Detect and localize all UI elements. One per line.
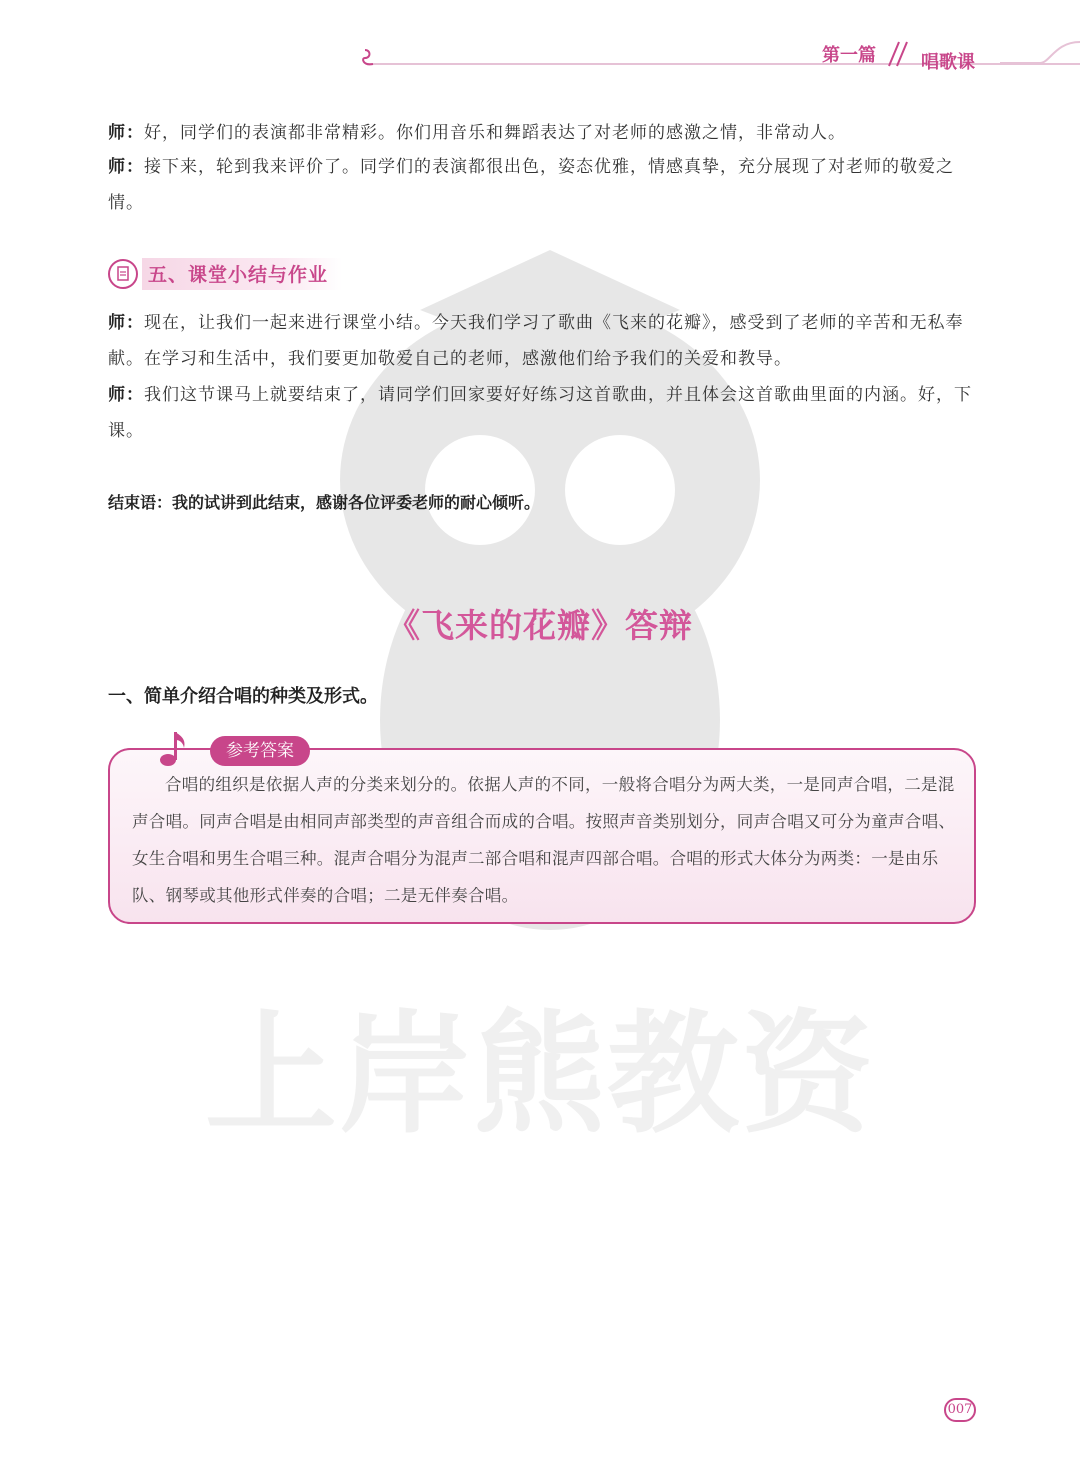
dialogue-text: 现在，让我们一起来进行课堂小结。今天我们学习了歌曲《飞来的花瓣》，感受到了老师的辛苦和无私奉献。在学习和生活中，我们要更加敬爱自己的老师，感激他们给予我们的关爱和教导。	[108, 313, 964, 369]
header-corner-curve	[1000, 38, 1080, 68]
dialogue-text: 接下来，轮到我来评价了。同学们的表演都很出色，姿态优雅，情感真挚，充分展现了对老师的敬爱之情。	[108, 157, 954, 213]
defense-question: 一、简单介绍合唱的种类及形式。	[108, 686, 378, 707]
dialogue-text: 我们这节课马上就要结束了，请同学们回家要好好练习这首歌曲，并且体会这首歌曲里面的内涵。好，下课。	[108, 385, 972, 441]
dialogue-paragraph	[108, 115, 978, 151]
header-curl-ornament	[361, 48, 375, 68]
clipboard-icon	[108, 259, 138, 289]
dialogue-text: 好，同学们的表演都非常精彩。你们用音乐和舞蹈表达了对老师的感激之情，非常动人。	[144, 123, 846, 143]
answer-label-badge: 参考答案	[210, 736, 310, 766]
speaker-label: 师：	[108, 313, 144, 333]
section-heading	[108, 256, 348, 292]
header-chapter: 第一篇	[822, 45, 876, 66]
header-section: 唱歌课	[921, 52, 975, 73]
watermark-text: 上岸熊教资	[205, 998, 875, 1152]
speaker-label: 师：	[108, 385, 144, 405]
dialogue-paragraph	[108, 377, 978, 449]
header-divider-slashes	[885, 40, 911, 68]
speaker-label: 师：	[108, 123, 144, 143]
dialogue-paragraph	[108, 305, 978, 377]
answer-text: 合唱的组织是依据人声的分类来划分的。依据人声的不同，一般将合唱分为两大类，一是同声合唱，二是混声合唱。同声合唱是由相同声部类型的声音组合而成的合唱。按照声音类别划分，同声合唱又可分为童声合唱、女生合唱和男生合唱三种。混声合唱分为混声二部合唱和混声四部合唱。合唱的形式大体分为两类：一是由乐队、钢琴或其他形式伴奏的合唱；二是无伴奏合唱。	[132, 775, 956, 905]
page-number: 007	[944, 1398, 976, 1422]
section-heading-label: 五、课堂小结与作业	[148, 264, 329, 286]
dialogue-paragraph	[108, 149, 978, 221]
closing-remark: 结束语：我的试讲到此结束，感谢各位评委老师的耐心倾听。	[108, 493, 541, 512]
speaker-label: 师：	[108, 157, 144, 177]
music-note-icon	[158, 728, 190, 768]
defense-title: 《飞来的花瓣》答辩	[387, 606, 693, 645]
